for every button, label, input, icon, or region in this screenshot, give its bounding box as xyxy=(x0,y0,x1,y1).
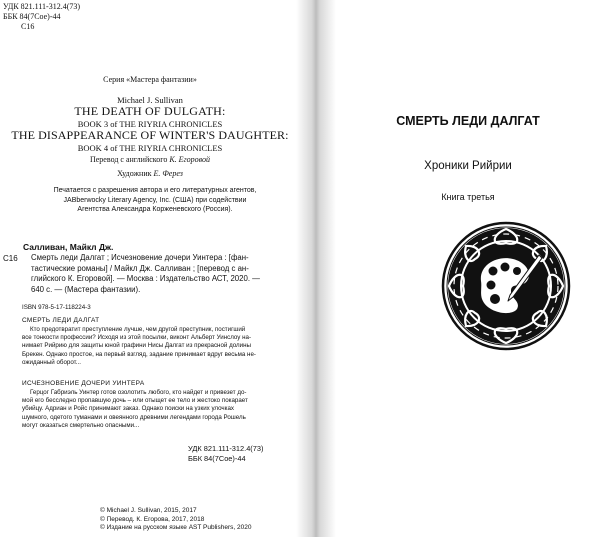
series-subtitle: Хроники Рийрии xyxy=(424,160,512,172)
udk-block-top xyxy=(3,2,80,32)
biblio-line: Смерть леди Далгат ; Исчезновение дочери Уинтера : [фан- xyxy=(31,253,249,262)
annotation-2-title: ИСЧЕЗНОВЕНИЕ ДОЧЕРИ УИНТЕРА xyxy=(22,380,145,387)
original-book-3: BOOK 3 of THE RIYRIA CHRONICLES xyxy=(77,119,223,129)
book-title: СМЕРТЬ ЛЕДИ ДАЛГАТ xyxy=(396,114,540,128)
series-name: Серия «Мастера фантазии» xyxy=(103,75,197,84)
bibliographic-record xyxy=(3,242,293,295)
original-author: Michael J. Sullivan xyxy=(117,95,183,105)
copyright-line: © Издание на русском языке AST Publishers, 2020 xyxy=(100,524,252,532)
original-book-4: BOOK 4 of THE RIYRIA CHRONICLES xyxy=(77,143,223,153)
translator-name: К. Егоровой xyxy=(169,155,211,164)
annotation-1-text xyxy=(22,326,292,367)
book-number: Книга третья xyxy=(441,192,495,202)
annotation-line: убийцу. Адриан и Ройс принимают заказ. Однако поиски на узких улочках xyxy=(22,405,235,413)
artist-label: Художник xyxy=(117,169,154,178)
bbk-line: ББК 84(7Сое)-44 xyxy=(3,12,61,21)
isbn: ISBN 978-5-17-118224-3 xyxy=(22,304,91,311)
annotation-line: ожиданный оборот... xyxy=(22,358,81,366)
biblio-author: Салливан, Майкл Дж. xyxy=(23,242,114,252)
annotation-line: Брекен. Однако простое, на первый взгляд, задание принимает вдруг весьма не- xyxy=(22,350,256,358)
palette-brush-emblem-icon xyxy=(441,221,571,351)
original-title-2: THE DISAPPEARANCE OF WINTER'S DAUGHTER: xyxy=(11,128,289,142)
annotation-2-text xyxy=(22,389,292,430)
permission-line: Печатается с разрешения автора и его литературных агентов, xyxy=(53,187,257,194)
translation-label: Перевод с английского xyxy=(89,155,170,164)
permission-notice xyxy=(40,186,270,215)
author-mark: С16 xyxy=(21,22,35,31)
original-title-1: THE DEATH OF DULGATH: xyxy=(74,104,226,118)
title-page xyxy=(336,0,600,537)
udk-line: УДК 821.111-312.4(73) xyxy=(3,2,81,11)
translation-credit xyxy=(0,155,300,164)
biblio-code: С16 xyxy=(3,254,18,263)
permission-line: Агентства Александра Корженевского (Россия). xyxy=(77,206,233,213)
bbk-line: ББК 84(7Сое)-44 xyxy=(188,453,246,463)
permission-line: JABberwocky Literary Agency, Inc. (США) при содействии xyxy=(63,196,247,204)
annotation-line: шумного, одетого туманами и овеянного древними легендами города Рошель xyxy=(22,413,246,421)
artist-name: Е. Ферез xyxy=(153,169,183,178)
annotation-line: мой его бесследно пропавшую дочь – или отыщет ее тело и жестоко покарает xyxy=(22,397,248,405)
artist-credit xyxy=(0,169,300,178)
annotation-line: нимает Рийрию для защиты юной графини Нисы Далгат из прекрасной долины xyxy=(22,342,251,350)
copyright-line: © Michael J. Sullivan, 2015, 2017 xyxy=(100,507,197,514)
annotation-1-title: СМЕРТЬ ЛЕДИ ДАЛГАТ xyxy=(22,317,100,324)
biblio-line: тастические романы] / Майкл Дж. Салливан ; [перевод с ан- xyxy=(31,263,249,273)
annotation-line: Кто предотвратит преступление лучше, чем другой преступник, постигший xyxy=(30,326,246,333)
biblio-line: 640 с. — (Мастера фантазии). xyxy=(31,284,141,294)
udk-block-bottom xyxy=(188,444,263,463)
udk-line: УДК 821.111-312.4(73) xyxy=(188,444,264,453)
copyright-notice xyxy=(100,507,251,533)
biblio-description xyxy=(23,253,293,295)
copyright-line: © Перевод. К. Егорова, 2017, 2018 xyxy=(100,515,205,523)
annotation-line: Герцог Габриэль Уинтер готов озолотить любого, кто найдет и привезет до- xyxy=(30,389,247,396)
annotation-line: все тонкости профессии? Исходя из этой посылки, виконт Альберт Уинслоу на- xyxy=(22,334,252,342)
biblio-line: глийского К. Егоровой]. — Москва : Издательство АСТ, 2020. — xyxy=(31,274,260,284)
annotation-line: могут оказаться смертельно опасными... xyxy=(22,421,140,429)
book-gutter xyxy=(296,0,336,537)
